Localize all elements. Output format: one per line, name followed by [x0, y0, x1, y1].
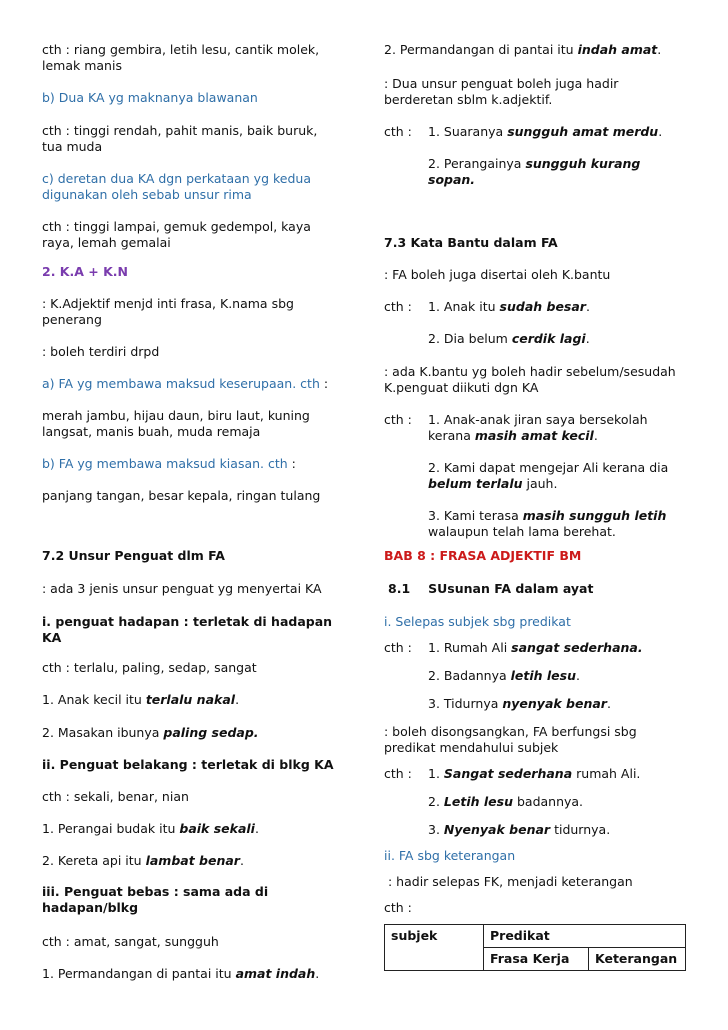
example-emphasis: nyenyak benar [502, 696, 607, 711]
example-text: . [593, 428, 598, 443]
cth-label: cth : [384, 299, 412, 314]
example-text: jauh. [526, 476, 558, 491]
example-text: 1. Rumah Ali [428, 640, 508, 655]
example-text: 2. Permandangan di pantai itu [384, 42, 574, 57]
example-text: 1. Perangai budak itu [42, 821, 176, 836]
example-line [428, 156, 640, 172]
example-text: 2. Masakan ibunya [42, 725, 160, 740]
table-cell-keterangan: Keterangan [589, 948, 686, 971]
example-text: 1. [428, 766, 440, 781]
example-text: . [658, 124, 663, 139]
section-number: 8.1 [388, 581, 411, 596]
example-line [428, 331, 590, 347]
cth-label: cth : [384, 412, 412, 427]
text-line: tua muda [42, 139, 103, 154]
example-emphasis: Nyenyak benar [443, 822, 551, 837]
text-line: : hadir selepas FK, menjadi keterangan [388, 874, 633, 889]
example-emphasis: paling sedap. [163, 725, 259, 740]
subheading: digunakan oleh sebab unsur rima [42, 187, 252, 202]
example-line [428, 476, 557, 492]
subheading [42, 456, 296, 472]
subheading [42, 376, 328, 392]
cth-label: cth : [384, 640, 412, 655]
text-line: panjang tangan, besar kepala, ringan tulang [42, 488, 321, 503]
subheading: ii. FA sbg keterangan [384, 848, 516, 863]
section-heading: 7.2 Unsur Penguat dlm FA [42, 548, 225, 563]
example-line [428, 299, 590, 315]
colon: : [323, 376, 329, 391]
subheading: ii. Penguat belakang : terletak di blkg KA [42, 757, 334, 772]
subheading: i. Selepas subjek sbg predikat [384, 614, 571, 629]
example-line [428, 428, 598, 444]
text-line: K.penguat diikuti dgn KA [384, 380, 539, 395]
table-cell-subjek: subjek [385, 925, 484, 971]
example-emphasis: sangat sederhana. [511, 640, 643, 655]
example-text: kerana [428, 428, 471, 443]
text-line: : FA boleh juga disertai oleh K.bantu [384, 267, 611, 282]
colon: : [291, 456, 296, 471]
example-text: 3. [428, 822, 440, 837]
cth-label: cth : [384, 766, 412, 781]
example-text: 3. Kami terasa [428, 508, 519, 523]
cth-label: cth : [384, 124, 412, 139]
example-emphasis: Sangat sederhana [443, 766, 573, 781]
text-line: predikat mendahului subjek [384, 740, 559, 755]
example-emphasis: masih sungguh letih [522, 508, 667, 523]
subheading: c) deretan dua KA dgn perkataan yg kedua [42, 171, 311, 186]
text-line: : K.Adjektif menjd inti frasa, K.nama sbg [42, 296, 294, 311]
example-emphasis: sopan. [428, 172, 476, 187]
example-line: walaupun telah lama berehat. [428, 524, 616, 539]
example-text: 1. Anak itu [428, 299, 496, 314]
example-text: . [254, 821, 259, 836]
text-line: cth : amat, sangat, sungguh [42, 934, 219, 949]
section-title: SUsunan FA dalam ayat [428, 581, 594, 596]
subheading: iii. Penguat bebas : sama ada di [42, 884, 269, 899]
example-emphasis: masih amat kecil [474, 428, 594, 443]
example-emphasis: cerdik lagi [511, 331, 586, 346]
example-line [428, 640, 643, 656]
example-text: . [239, 853, 244, 868]
example-emphasis: sungguh kurang [525, 156, 641, 171]
example-text: 2. Kereta api itu [42, 853, 142, 868]
text-line: cth : terlalu, paling, sedap, sangat [42, 660, 257, 675]
subheading: i. penguat hadapan : terletak di hadapan [42, 614, 333, 629]
example-line [428, 124, 662, 140]
text-line: langsat, manis buah, muda remaja [42, 424, 261, 439]
text-line: : ada 3 jenis unsur penguat yg menyertai KA [42, 581, 322, 596]
example-text: . [315, 966, 320, 981]
text-line: : ada K.bantu yg boleh hadir sebelum/sesudah [384, 364, 676, 379]
example-line [428, 508, 666, 524]
example-line [42, 853, 244, 869]
text-line: cth : tinggi lampai, gemuk gedempol, kaya [42, 219, 311, 234]
example-emphasis: sudah besar [499, 299, 586, 314]
text-line: raya, lemah gemalai [42, 235, 171, 250]
table-row [385, 925, 686, 948]
text-line: cth : [384, 900, 412, 915]
text-line: cth : sekali, benar, nian [42, 789, 189, 804]
example-line [42, 692, 239, 708]
section-heading [384, 581, 593, 597]
example-line [428, 696, 611, 712]
text-line: penerang [42, 312, 102, 327]
text-line: : boleh disongsangkan, FA berfungsi sbg [384, 724, 637, 739]
example-line [428, 668, 580, 684]
example-emphasis: letih lesu [510, 668, 576, 683]
example-text: 1. Anak kecil itu [42, 692, 142, 707]
table-cell-predikat: Predikat [484, 925, 686, 948]
example-text: . [576, 668, 580, 683]
chapter-heading: BAB 8 : FRASA ADJEKTIF BM [384, 548, 582, 563]
example-line: 1. Anak-anak jiran saya bersekolah [428, 412, 648, 427]
example-text: rumah Ali. [576, 766, 641, 781]
example-emphasis: belum terlalu [428, 476, 523, 491]
example-text: . [235, 692, 240, 707]
text-line: merah jambu, hijau daun, biru laut, kuning [42, 408, 310, 423]
subheading: hadapan/blkg [42, 900, 139, 915]
example-text: 2. Dia belum [428, 331, 508, 346]
text-line: berderetan sblm k.adjektif. [384, 92, 553, 107]
subheading: b) Dua KA yg maknanya blawanan [42, 90, 258, 105]
text-line: : boleh terdiri drpd [42, 344, 160, 359]
text-line: cth : riang gembira, letih lesu, cantik molek, [42, 42, 320, 57]
example-line [428, 766, 640, 782]
example-text: tidurnya. [554, 822, 611, 837]
example-text: 3. Tidurnya [428, 696, 499, 711]
example-text: 2. Perangainya [428, 156, 522, 171]
example-emphasis: lambat benar [145, 853, 240, 868]
example-text: . [585, 299, 590, 314]
example-emphasis: baik sekali [179, 821, 255, 836]
example-emphasis: Letih lesu [443, 794, 513, 809]
example-line [42, 821, 259, 837]
example-text: . [606, 696, 611, 711]
subheading: KA [42, 630, 62, 645]
example-line [42, 966, 319, 982]
example-line [428, 822, 610, 838]
example-line [42, 725, 259, 741]
example-line [428, 794, 583, 810]
subheading-text: b) FA yg membawa maksud kiasan. cth [42, 456, 288, 471]
example-line [384, 42, 661, 58]
subheading-text: a) FA yg membawa maksud keserupaan. cth [42, 376, 320, 391]
example-text: 1. Permandangan di pantai itu [42, 966, 232, 981]
example-text: badannya. [516, 794, 584, 809]
example-emphasis: terlalu nakal [145, 692, 236, 707]
text-line: : Dua unsur penguat boleh juga hadir [384, 76, 619, 91]
structure-table [384, 924, 686, 971]
example-emphasis: indah amat [577, 42, 658, 57]
example-text: 1. Suaranya [428, 124, 504, 139]
example-line: 2. Kami dapat mengejar Ali kerana dia [428, 460, 669, 475]
text-line: cth : tinggi rendah, pahit manis, baik buruk, [42, 123, 318, 138]
example-text: 2. [428, 794, 440, 809]
table-cell-frasa-kerja: Frasa Kerja [484, 948, 589, 971]
example-text: . [585, 331, 590, 346]
section-heading: 7.3 Kata Bantu dalam FA [384, 235, 558, 250]
example-text: 2. Badannya [428, 668, 507, 683]
section-heading: 2. K.A + K.N [42, 264, 128, 279]
example-text: . [657, 42, 662, 57]
text-line: lemak manis [42, 58, 122, 73]
example-emphasis: sungguh amat merdu [507, 124, 659, 139]
example-emphasis: amat indah [235, 966, 316, 981]
